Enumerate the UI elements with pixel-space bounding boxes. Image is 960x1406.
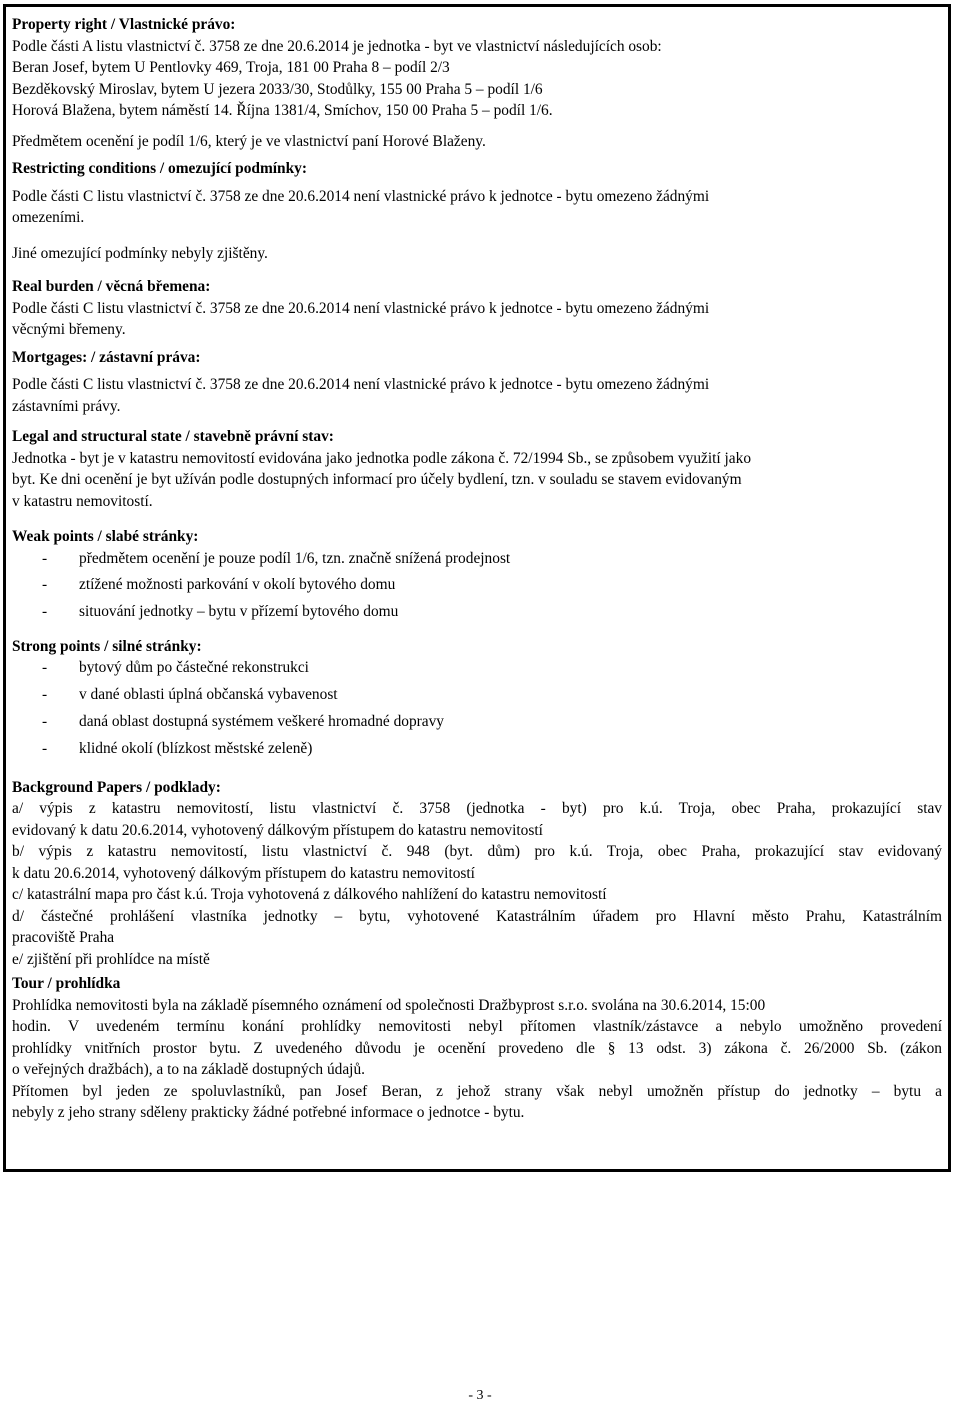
- list-item: [12, 657, 942, 684]
- weak-heading: Weak points / slabé stránky:: [12, 528, 199, 545]
- restricting-other: Jiné omezující podmínky nebyly zjištěny.: [12, 244, 268, 262]
- tour-line: hodin. V uvedeném termínu konání prohlídky nemovitosti nebyl přítomen vlastník/zástavce a nebylo umožněno provedení: [12, 1018, 942, 1036]
- valuation-subject: Předmětem ocenění je podíl 1/6, který je ve vlastnictví paní Horové Blaženy.: [12, 132, 486, 150]
- bullet-dash: -: [42, 549, 48, 567]
- property-heading: Property right / Vlastnické právo:: [12, 16, 236, 33]
- tour-heading: Tour / prohlídka: [12, 975, 121, 993]
- list-item: [12, 574, 942, 601]
- background-line: e/ zjištění při prohlídce na místě: [12, 950, 210, 968]
- legal-heading: Legal and structural state / stavebně právní stav:: [12, 428, 334, 445]
- legal-line: byt. Ke dni ocenění je byt užíván podle dostupných informací pro účely bydlení, tzn. v souladu se stavem evidovaným: [12, 471, 742, 488]
- restricting-line: Podle části C listu vlastnictví č. 3758 ze dne 20.6.2014 není vlastnické právo k jednotce - bytu omezeno žádnými: [12, 187, 710, 205]
- tour-line: Prohlídka nemovitosti byla na základě písemného oznámení od společnosti Dražbyprost s.r.o. svolána na 30.6.2014, 15:00: [12, 996, 766, 1014]
- strong-item: v dané oblasti úplná občanská vybavenost: [79, 686, 338, 704]
- weak-item: situování jednotky – bytu v přízemí bytového domu: [79, 603, 399, 621]
- background-line: pracoviště Praha: [12, 929, 115, 947]
- burden-line: věcnými břemeny.: [12, 321, 126, 338]
- tour-line: Přítomen byl jeden ze spoluvlastníků, pan Josef Beran, z jehož strany však nebyl umožněn přístup do jednotky – bytu a: [12, 1082, 942, 1100]
- background-line: a/ výpis z katastru nemovitostí, listu vlastnictví č. 3758 (jednotka - byt) pro k.ú. Troja, obec Praha, prokazující stav: [12, 800, 942, 818]
- list-item: [12, 601, 942, 628]
- property-line: Bezděkovský Miroslav, bytem U jezera 2033/30, Stodůlky, 155 00 Praha 5 – podíl 1/6: [12, 80, 543, 98]
- background-line: evidovaný k datu 20.6.2014, vyhotovený dálkovým přístupem do katastru nemovitostí: [12, 821, 543, 839]
- burden-heading: Real burden / věcná břemena:: [12, 278, 211, 295]
- list-item: [12, 711, 942, 738]
- mortgages-line: Podle části C listu vlastnictví č. 3758 ze dne 20.6.2014 není vlastnické právo k jednotce - bytu omezeno žádnými: [12, 376, 710, 393]
- restricting-line: omezeními.: [12, 209, 85, 226]
- background-line: k datu 20.6.2014, vyhotovený dálkovým přístupem do katastru nemovitostí: [12, 864, 475, 882]
- list-item: [12, 684, 942, 711]
- content-frame: [3, 4, 951, 1172]
- tour-line: nebyly z jeho strany sděleny prakticky žádné potřebné informace o jednotce - bytu.: [12, 1104, 525, 1122]
- background-line: d/ částečné prohlášení vlastníka jednotky – bytu, vyhotovené Katastrálním úřadem pro Hlavní město Prahu, Katastrálním: [12, 907, 942, 925]
- legal-line: Jednotka - byt je v katastru nemovitostí evidována jako jednotka podle zákona č. 72/1994 Sb., se způsobem využití jako: [12, 449, 752, 467]
- tour-line: o veřejných dražbách), a to na základě dostupných údajů.: [12, 1061, 365, 1079]
- burden-line: Podle části C listu vlastnictví č. 3758 ze dne 20.6.2014 není vlastnické právo k jednotce - bytu omezeno žádnými: [12, 299, 710, 317]
- property-line: Beran Josef, bytem U Pentlovky 469, Troja, 181 00 Praha 8 – podíl 2/3: [12, 59, 450, 76]
- page-number: - 3 -: [468, 1388, 492, 1403]
- mortgages-line: zástavními právy.: [12, 397, 121, 415]
- weak-item: ztížené možnosti parkování v okolí bytového domu: [79, 576, 396, 594]
- strong-item: daná oblast dostupná systémem veškeré hromadné dopravy: [79, 712, 445, 730]
- restricting-heading: Restricting conditions / omezující podmínky:: [12, 160, 307, 177]
- list-item: [12, 738, 942, 765]
- bullet-dash: -: [42, 712, 48, 730]
- background-line: c/ katastrální mapa pro část k.ú. Troja vyhotovená z dálkového nahlížení do katastru nemovitostí: [12, 886, 607, 904]
- property-line: Horová Blažena, bytem náměstí 14. Října 1381/4, Smíchov, 150 00 Praha 5 – podíl 1/6.: [12, 102, 553, 119]
- property-line: Podle části A listu vlastnictví č. 3758 ze dne 20.6.2014 je jednotka - byt ve vlastnictví následujících osob:: [12, 37, 662, 55]
- background-line: b/ výpis z katastru nemovitostí, listu vlastnictví č. 948 (byt. dům) pro k.ú. Troja, obec Praha, prokazující stav evidovaný: [12, 843, 942, 861]
- mortgages-heading: Mortgages: / zástavní práva:: [12, 348, 201, 366]
- bullet-dash: -: [42, 739, 48, 757]
- weak-item: předmětem ocenění je pouze podíl 1/6, tzn. značně snížená prodejnost: [79, 549, 511, 567]
- strong-heading: Strong points / silné stránky:: [12, 637, 202, 655]
- background-heading: Background Papers / podklady:: [12, 778, 221, 796]
- bullet-dash: -: [42, 686, 48, 704]
- tour-line: prohlídky vnitřních prostor bytu. Z uvedeného důvodu je ocenění provedeno dle § 13 odst. 3) zákona č. 26/2000 Sb. (zákon: [12, 1039, 942, 1057]
- strong-item: bytový dům po částečné rekonstrukci: [79, 659, 309, 677]
- strong-item: klidné okolí (blízkost městské zeleně): [79, 739, 313, 757]
- bullet-dash: -: [42, 576, 48, 594]
- bullet-dash: -: [42, 603, 48, 621]
- list-item: [12, 548, 942, 575]
- bullet-dash: -: [42, 659, 48, 677]
- legal-line: v katastru nemovitostí.: [12, 492, 153, 510]
